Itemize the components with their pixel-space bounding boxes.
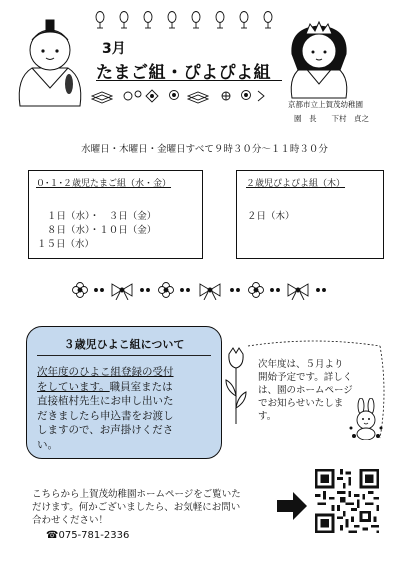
piyopiyo-date-line: ２日（木） <box>247 211 295 222</box>
hiyoko-divider <box>37 355 211 356</box>
next-year-line: す。 <box>258 411 277 422</box>
piyopiyo-group-box <box>236 170 384 259</box>
hina-decoration-row <box>88 86 268 104</box>
schedule-text: 水曜日・木曜日・金曜日すべて９時３０分～１１時３０分 <box>81 144 328 155</box>
hiyoko-info-line: 直接植村先生にお申し出いた <box>37 395 174 407</box>
hiyoko-info-line: しますので、お声掛けくださ <box>37 424 174 436</box>
month-title: 3月 <box>102 41 126 57</box>
title-underline <box>96 80 282 81</box>
rabbit-illustration <box>348 398 384 440</box>
next-year-line: は、園のホームページ <box>258 385 353 396</box>
homepage-guide-line: 合わせください！ <box>32 515 109 526</box>
homepage-guide-line: こちらから上賀茂幼稚園ホームページをご覧いた <box>32 489 241 500</box>
piyopiyo-group-title: ２歳児ぴよぴよ組（木） <box>246 179 346 189</box>
right-arrow-icon <box>275 490 309 522</box>
phone-number: 075-781-2336 <box>58 530 130 541</box>
page-title: たまご組・ぴよぴよ組 <box>96 63 271 83</box>
hiyoko-info-body <box>37 365 174 452</box>
hiyoko-info-line: 職員室または <box>109 380 173 393</box>
homepage-guide-text <box>32 488 241 527</box>
tamago-date-line: ８日（水）・１０日（金） <box>47 225 157 236</box>
phone-icon: ☎ <box>46 530 59 541</box>
qr-code-icon[interactable] <box>312 466 382 536</box>
flower-divider <box>70 280 340 300</box>
tulip-illustration <box>224 346 248 426</box>
lantern-decoration-row <box>92 8 292 30</box>
tamago-date-line: １日（水）・ ３日（金） <box>47 211 157 222</box>
hiyoko-info-line: だきましたら申込書をお渡し <box>37 409 174 422</box>
ohina-doll-illustration <box>278 18 360 100</box>
next-year-line: 開始予定です。詳しく <box>258 372 353 383</box>
hiyoko-info-line-with-extra <box>37 380 174 395</box>
hiyoko-info-line: をしています。 <box>37 380 110 393</box>
odairi-doll-illustration <box>10 18 90 108</box>
hiyoko-info-line: 次年度のひよこ組登録の受付 <box>37 366 174 378</box>
next-year-line: 次年度は、５月より <box>258 359 344 370</box>
school-name: 京都市立上賀茂幼稚園 <box>288 100 363 109</box>
next-year-note <box>258 358 353 423</box>
tamago-group-title: ０･１･２歳児たまご組（水・金） <box>36 179 172 189</box>
hiyoko-info-title: ３歳児ひよこ組について <box>63 338 185 351</box>
homepage-guide-line: だけます。何かございましたら、お気軽にお問い <box>32 502 241 513</box>
next-year-line: でお知らせいたしま <box>258 398 344 409</box>
hiyoko-info-box <box>26 326 222 459</box>
hiyoko-info-line: い。 <box>37 438 58 451</box>
tamago-date-line: １５日（水） <box>37 239 95 250</box>
tamago-group-box <box>28 170 203 259</box>
phone-contact <box>46 530 129 541</box>
principal-name: 園 長 下村 貞之 <box>294 114 369 123</box>
